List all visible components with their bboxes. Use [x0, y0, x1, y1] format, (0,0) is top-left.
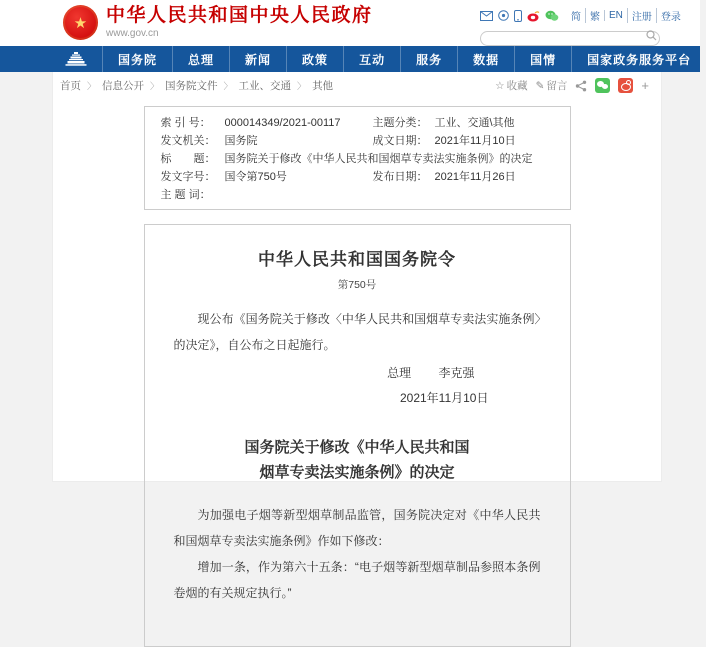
- meta-issuer-value: 国务院: [224, 135, 258, 147]
- document-metadata-table: [144, 106, 571, 210]
- search-input[interactable]: [480, 31, 660, 46]
- nav-item-gov-service-platform[interactable]: 国家政务服务平台: [571, 46, 706, 72]
- breadcrumb: [53, 72, 661, 99]
- meta-title-label: 标 题：: [160, 153, 216, 165]
- nav-item-policy[interactable]: 政策: [286, 46, 343, 72]
- accessibility-icon[interactable]: [498, 10, 509, 21]
- nav-item-state-council[interactable]: 国务院: [102, 46, 172, 72]
- meta-written-date-value: 2021年11月10日: [434, 135, 516, 147]
- share-wechat-icon[interactable]: [595, 78, 610, 93]
- emblem-star-glyph: ★: [73, 14, 88, 32]
- nav-item-news[interactable]: 新闻: [229, 46, 286, 72]
- site-title: 中华人民共和国中央人民政府: [106, 5, 373, 27]
- lang-traditional-link[interactable]: 繁: [585, 8, 604, 23]
- signature-line: [174, 364, 541, 381]
- mail-icon[interactable]: [480, 11, 493, 21]
- meta-category-value: 工业、交通\其他: [434, 117, 515, 129]
- favorite-button[interactable]: [495, 78, 527, 93]
- comment-button[interactable]: [536, 78, 568, 93]
- weibo-icon[interactable]: [527, 10, 540, 22]
- meta-keywords-label: 主 题 词：: [160, 189, 211, 201]
- meta-issuer-label: 发文机关：: [160, 135, 216, 147]
- document-body: [144, 224, 571, 647]
- meta-publish-date-label: 发布日期：: [372, 171, 428, 183]
- meta-publish-date-value: 2021年11月26日: [434, 171, 516, 183]
- meta-doc-number-label: 发文字号：: [160, 171, 216, 183]
- meta-index-value: 000014349/2021-00117: [224, 117, 341, 129]
- meta-keywords-value: [225, 188, 554, 202]
- meta-category-label: 主题分类：: [372, 117, 428, 129]
- lang-simplified-link[interactable]: 简: [571, 12, 581, 23]
- meta-index-label: 索 引 号：: [160, 117, 211, 129]
- breadcrumb-separator: 〉: [150, 81, 160, 91]
- announce-paragraph: 现公布《国务院关于修改〈中华人民共和国烟草专卖法实施条例〉的决定》，自公布之日起施行。: [173, 312, 541, 352]
- intro-paragraph: 为加强电子烟等新型烟草制品监管，国务院决定对《中华人民共和国烟草专卖法实施条例》作如下修改：: [173, 507, 541, 548]
- breadcrumb-info-disclosure[interactable]: 信息公开: [102, 80, 145, 92]
- site-url: www.gov.cn: [106, 27, 159, 39]
- search-icon[interactable]: [646, 30, 657, 41]
- content-container: [52, 72, 662, 600]
- amendment-paragraph: 增加一条，作为第六十五条：“电子烟等新型烟草制品参照本条例卷烟的有关规定执行。”: [173, 559, 541, 600]
- main-nav: [0, 46, 700, 72]
- breadcrumb-other[interactable]: 其他: [312, 80, 334, 92]
- signature-date: 2021年11月10日: [399, 391, 489, 405]
- login-link[interactable]: 登录: [656, 8, 685, 23]
- signer-role: 总理: [387, 366, 412, 380]
- nav-home-icon[interactable]: [50, 46, 102, 72]
- nav-item-interaction[interactable]: 互动: [343, 46, 400, 72]
- meta-doc-number-value: 国令第750号: [224, 171, 287, 183]
- favorite-label: 收藏: [506, 80, 528, 92]
- nav-item-premier[interactable]: 总理: [172, 46, 229, 72]
- pencil-icon: ✎: [535, 79, 545, 92]
- nav-item-data[interactable]: 数据: [457, 46, 514, 72]
- share-button[interactable]: [575, 80, 587, 92]
- national-emblem-icon: [63, 5, 98, 40]
- decree-number: 第750号: [337, 279, 377, 291]
- decree-title: 中华人民共和国国务院令: [258, 250, 456, 269]
- nav-item-national-conditions[interactable]: 国情: [514, 46, 571, 72]
- site-logo[interactable]: [63, 5, 373, 40]
- decision-title: [174, 436, 541, 486]
- site-header: [0, 0, 700, 46]
- breadcrumb-separator: 〉: [223, 81, 233, 91]
- decision-title-line1: 国务院关于修改《中华人民共和国: [244, 439, 470, 456]
- breadcrumb-home[interactable]: 首页: [60, 80, 81, 92]
- wechat-icon[interactable]: [545, 10, 559, 22]
- signer-name: 李克强: [438, 366, 475, 380]
- share-more-button[interactable]: +: [641, 78, 649, 93]
- star-icon: ☆: [495, 79, 505, 92]
- lang-en-link[interactable]: EN: [604, 10, 627, 21]
- mobile-icon[interactable]: [514, 10, 522, 22]
- breadcrumb-separator: 〉: [87, 81, 97, 91]
- breadcrumb-industry-transport[interactable]: 工业、交通: [238, 80, 292, 92]
- meta-title-value: 国务院关于修改《中华人民共和国烟草专卖法实施条例》的决定: [224, 153, 533, 165]
- share-weibo-icon[interactable]: [618, 78, 633, 93]
- comment-label: 留言: [546, 80, 568, 92]
- nav-item-services[interactable]: 服务: [400, 46, 457, 72]
- register-link[interactable]: 注册: [627, 8, 656, 23]
- meta-written-date-label: 成文日期：: [372, 135, 428, 147]
- breadcrumb-separator: 〉: [297, 81, 307, 91]
- decision-title-line2: 烟草专卖法实施条例》的决定: [259, 463, 455, 481]
- breadcrumb-state-council-docs[interactable]: 国务院文件: [165, 80, 218, 92]
